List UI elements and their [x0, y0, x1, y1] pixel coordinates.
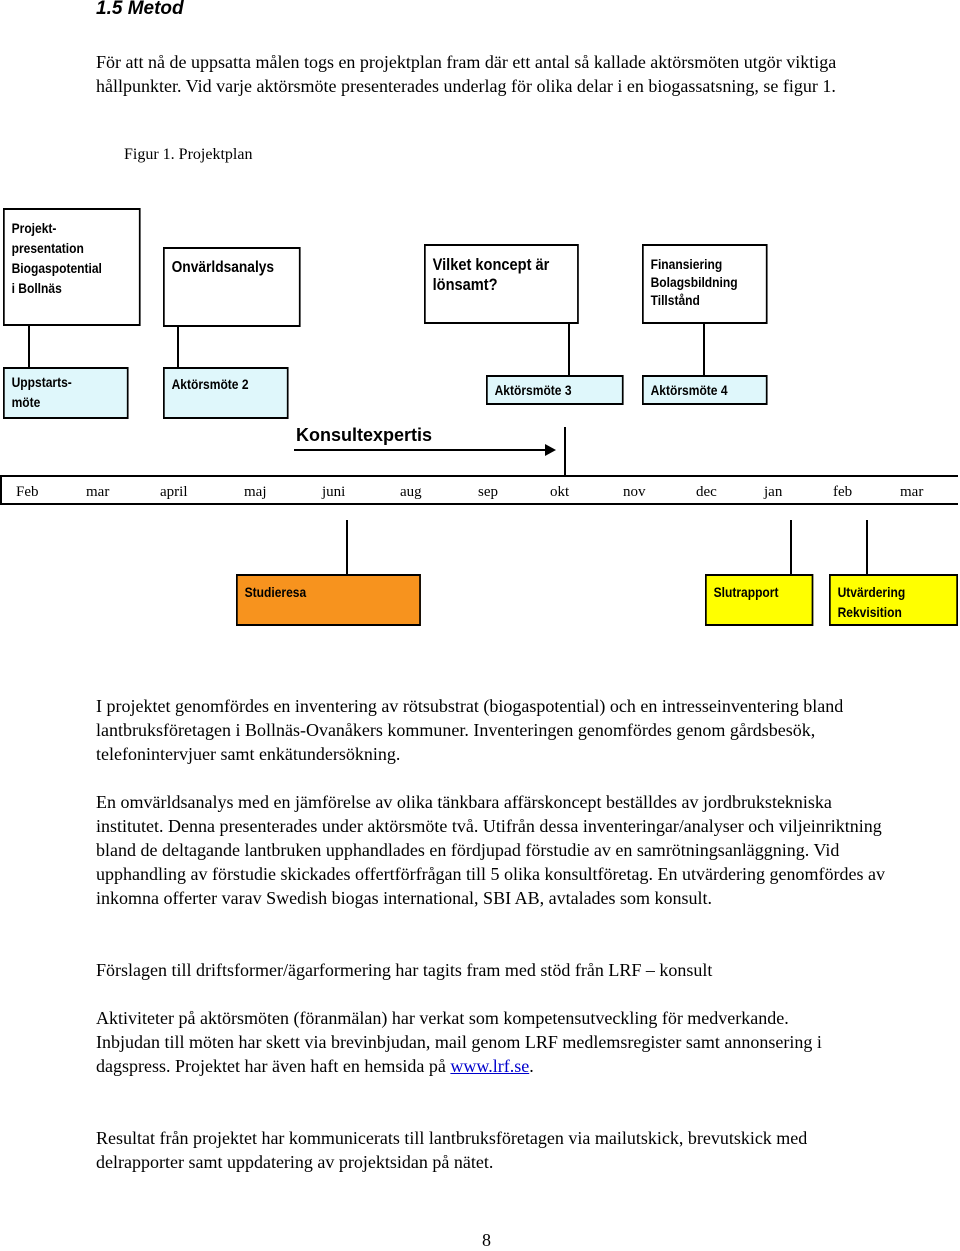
box-line: Projekt- — [11, 220, 57, 236]
meeting-aktorsmote-4 — [642, 375, 768, 405]
connector-line — [568, 323, 570, 375]
box-line: presentation — [11, 240, 84, 256]
box-line: Bolagsbildning — [650, 274, 738, 290]
invite-text: Inbjudan till möten har skett via brevinbjudan, mail genom LRF medlemsregister samt annonsering i dagspress. Projektet har även haft en hemsida på — [96, 1032, 822, 1076]
paragraph-text: Resultat från projektet har kommunicerats till lantbruksföretagen via mailutskick, brevutskick med delrapporter samt uppdatering av projektsidan på nätet. — [96, 1128, 808, 1172]
box-line: Studieresa — [244, 584, 307, 600]
paragraph-text: En omvärldsanalys med en jämförelse av olika tänkbara affärskoncept beställdes av jordbrukstekniska institutet. Denna presenterades under aktörsmöte två. Utifrån dessa inventeringar/analyser och viljeinriktning bland de deltagande lantbruken upphandlades en fördjupad förstudie av en samrötningsanläggning. Vid upphandling av förstudie skickades offertförfrågan till 5 olika konsultföretag. En utvärdering genomfördes av inkomna offerter varav Swedish biogas international, SBI AB, avtalades som konsult. — [96, 792, 885, 908]
month-label: dec — [696, 484, 717, 500]
month-label: Feb — [16, 484, 39, 500]
box-line: lönsamt? — [432, 275, 498, 294]
arrow-head-icon — [545, 444, 556, 456]
month-label: april — [160, 484, 188, 500]
meeting-aktorsmote-3 — [486, 375, 624, 405]
website-link[interactable]: www.lrf.se — [450, 1056, 530, 1076]
box-line: Aktörsmöte 3 — [494, 382, 572, 398]
invite-end: . — [529, 1056, 534, 1076]
box-line: Onvärldsanalys — [171, 259, 275, 276]
connector-line — [866, 520, 868, 575]
paragraph-text: I projektet genomfördes en inventering av rötsubstrat (biogaspotential) och en intresseinventering bland lantbruksföretagen i Bollnäs-Ovanåkers kommuner. Inventeringen genomfördes genom gårdsbesök, telefonintervjuer samt enkätundersökning. — [96, 696, 844, 764]
box-line: i Bollnäs — [11, 280, 62, 296]
box-line: Tillstånd — [650, 292, 700, 308]
konsult-label: Konsultexpertis — [296, 425, 433, 445]
box-line: Aktörsmöte 4 — [650, 382, 728, 398]
box-line: Utvärdering — [837, 584, 906, 600]
paragraph-text: Aktiviteter på aktörsmöten (föranmälan) har verkat som kompetensutveckling för medverkande. — [96, 1008, 789, 1028]
paragraph-omvarldsanalys — [96, 790, 896, 910]
konsult-tick — [564, 427, 566, 476]
month-label: sep — [478, 484, 498, 500]
month-label: aug — [400, 484, 422, 500]
connector-line — [28, 326, 30, 368]
box-line: Slutrapport — [713, 584, 779, 600]
month-label: feb — [833, 484, 853, 500]
connector-line — [346, 520, 348, 575]
month-label: maj — [244, 484, 267, 500]
box-line: Biogaspotential — [11, 260, 102, 276]
intro-paragraph — [96, 50, 896, 98]
meeting-aktorsmote-2 — [163, 367, 289, 419]
connector-line — [703, 323, 705, 375]
box-studieresa — [236, 574, 421, 626]
paragraph-aktiviteter — [96, 1006, 896, 1078]
month-label: juni — [322, 484, 346, 500]
box-utvardering — [829, 574, 958, 626]
meeting-uppstartsmote — [3, 367, 129, 419]
top-box-projektpresentation — [3, 208, 141, 326]
figure-caption: Figur 1. Projektplan — [124, 146, 253, 163]
intro-text: För att nå de uppsatta målen togs en projektplan fram där ett antal så kallade aktörsmöten utgör viktiga hållpunkter. Vid varje aktörsmöte presenterades underlag för olika delar i en biogassatsning, se figur 1. — [96, 52, 837, 96]
box-line: Finansiering — [650, 256, 723, 272]
month-label: mar — [86, 484, 110, 500]
paragraph-resultat — [96, 1126, 896, 1174]
box-line: möte — [11, 394, 41, 410]
box-line: Vilket koncept är — [432, 255, 550, 274]
box-line: Rekvisition — [837, 604, 902, 620]
connector-line — [790, 520, 792, 575]
month-label: okt — [550, 484, 570, 500]
paragraph-text: Förslagen till driftsformer/ägarformering har tagits fram med stöd från LRF – konsult — [96, 960, 713, 980]
box-line: Aktörsmöte 2 — [171, 376, 249, 392]
top-box-onvarldsanalys — [163, 247, 301, 327]
paragraph-forslag — [96, 958, 896, 982]
top-box-finansiering — [642, 244, 768, 324]
month-label: nov — [623, 484, 646, 500]
box-line: Uppstarts- — [11, 374, 72, 390]
box-slutrapport — [705, 574, 813, 626]
paragraph-inbjudan — [96, 1030, 896, 1078]
paragraph-inventering — [96, 694, 896, 766]
section-heading: 1.5 Metod — [96, 0, 184, 19]
konsult-arrow-line — [294, 449, 547, 451]
month-label: mar — [900, 484, 924, 500]
top-box-koncept — [424, 244, 579, 324]
connector-line — [177, 326, 179, 368]
page-number: 8 — [482, 1230, 491, 1250]
month-label: jan — [764, 484, 783, 500]
